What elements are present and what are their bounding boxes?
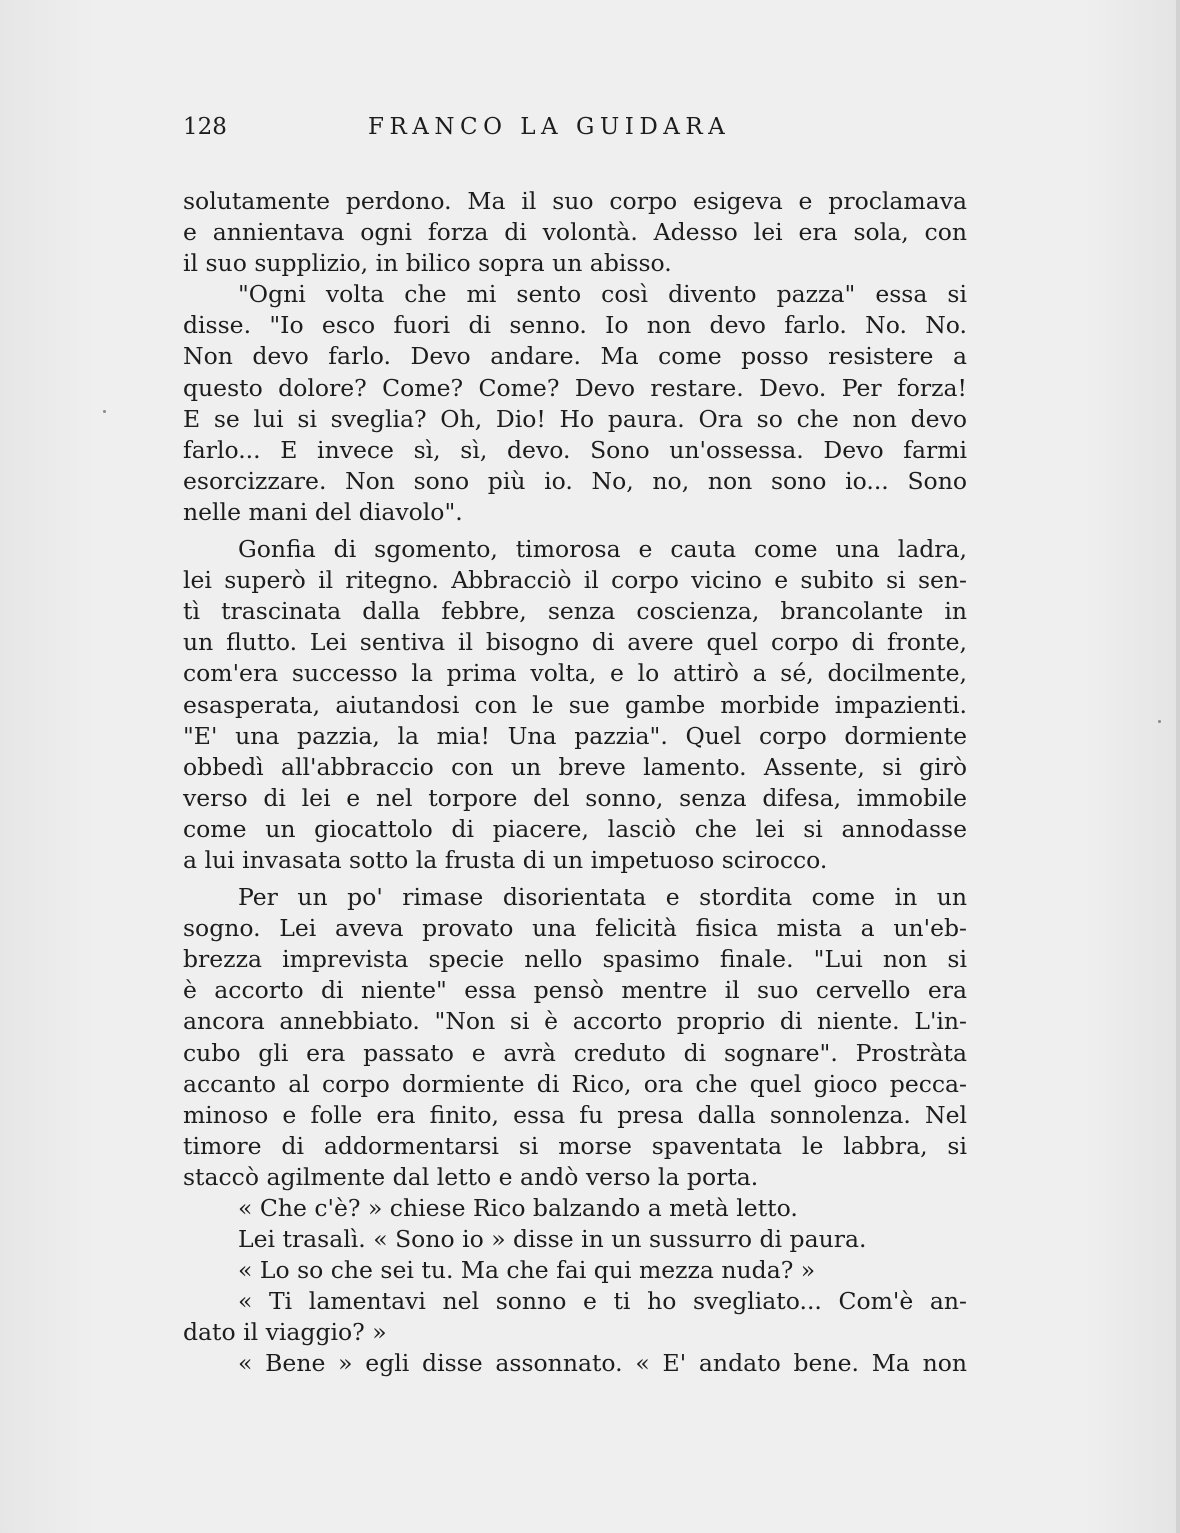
body-text xyxy=(183,186,967,1380)
paper-speck xyxy=(103,410,106,413)
text-line: Gonfia di sgomento, timorosa e cauta come una ladra, xyxy=(238,535,967,564)
paragraph xyxy=(183,1286,967,1348)
text-line: dato il viaggio? » xyxy=(183,1318,387,1347)
text-line: il suo supplizio, in bilico sopra un abisso. xyxy=(183,249,672,278)
paragraph xyxy=(183,186,967,279)
text-line: "Ogni volta che mi sento così divento pazza" essa si xyxy=(238,280,967,309)
paper-speck xyxy=(1158,720,1161,723)
text-line: questo dolore? Come? Come? Devo restare. Devo. Per forza! xyxy=(183,373,967,402)
text-line: nelle mani del diavolo". xyxy=(183,497,463,526)
text-line: minoso e folle era finito, essa fu presa dalla sonnolenza. Nel xyxy=(183,1100,967,1129)
text-line: « Bene » egli disse assonnato. « E' andato bene. Ma non xyxy=(238,1349,967,1378)
text-line: è accorto di niente" essa pensò mentre il suo cervello era xyxy=(183,976,967,1005)
text-line: sogno. Lei aveva provato una felicità fisica mista a un'eb- xyxy=(183,914,967,943)
text-line: solutamente perdono. Ma il suo corpo esigeva e proclamava xyxy=(183,187,967,215)
paragraph xyxy=(183,1348,967,1379)
paragraph xyxy=(183,279,967,528)
text-line: « Ti lamentavi nel sonno e ti ho svegliato... Com'è an- xyxy=(238,1287,967,1316)
text-line: Per un po' rimase disorientata e stordita come in un xyxy=(238,883,967,912)
text-line: obbedì all'abbraccio con un breve lamento. Assente, si girò xyxy=(183,752,967,781)
text-line: Lei trasalì. « Sono io » disse in un sussurro di paura. xyxy=(238,1225,867,1254)
text-line: lei superò il ritegno. Abbracciò il corpo vicino e subito si sen- xyxy=(183,566,967,595)
paragraph xyxy=(183,1255,967,1286)
text-line: Non devo farlo. Devo andare. Ma come posso resistere a xyxy=(183,342,967,371)
text-line: cubo gli era passato e avrà creduto di sognare". Prostràta xyxy=(183,1038,967,1067)
running-head xyxy=(183,114,783,144)
text-line: timore di addormentarsi si morse spaventata le labbra, si xyxy=(183,1131,967,1160)
text-line: « Che c'è? » chiese Rico balzando a metà letto. xyxy=(238,1194,798,1222)
text-line: staccò agilmente dal letto e andò verso la porta. xyxy=(183,1162,759,1191)
text-line: E se lui si sveglia? Oh, Dio! Ho paura. Ora so che non devo xyxy=(183,404,967,433)
text-line: disse. "Io esco fuori di senno. Io non devo farlo. No. No. xyxy=(183,311,967,340)
text-line: farlo... E invece sì, sì, devo. Sono un'ossessa. Devo farmi xyxy=(183,435,967,464)
text-line: "E' una pazzia, la mia! Una pazzia". Quel corpo dormiente xyxy=(183,721,967,750)
paragraph xyxy=(183,1224,967,1255)
text-line: un flutto. Lei sentiva il bisogno di avere quel corpo di fronte, xyxy=(183,628,967,657)
text-line: ancora annebbiato. "Non si è accorto proprio di niente. L'in- xyxy=(183,1007,967,1036)
text-line: a lui invasata sotto la frusta di un impetuoso scirocco. xyxy=(183,845,828,874)
text-line: esasperata, aiutandosi con le sue gambe morbide impazienti. xyxy=(183,690,967,719)
text-line: come un giocattolo di piacere, lasciò che lei si annodasse xyxy=(183,814,967,843)
text-line: com'era successo la prima volta, e lo attirò a sé, docilmente, xyxy=(183,659,967,688)
paragraph xyxy=(183,1193,967,1224)
paragraph xyxy=(183,882,967,1193)
text-line: e annientava ogni forza di volontà. Adesso lei era sola, con xyxy=(183,218,967,247)
text-line: tì trascinata dalla febbre, senza coscienza, brancolante in xyxy=(183,597,967,626)
text-line: accanto al corpo dormiente di Rico, ora che quel gioco pecca- xyxy=(183,1069,967,1098)
text-line: brezza imprevista specie nello spasimo finale. "Lui non si xyxy=(183,945,967,974)
page-number: 128 xyxy=(183,114,227,140)
page-edge xyxy=(1176,0,1180,1533)
text-line: esorcizzare. Non sono più io. No, no, non sono io... Sono xyxy=(183,466,967,495)
paragraph xyxy=(183,534,967,876)
text-line: verso di lei e nel torpore del sonno, senza difesa, immobile xyxy=(183,783,967,812)
book-title: FRANCO LA GUIDARA xyxy=(368,114,731,140)
text-line: « Lo so che sei tu. Ma che fai qui mezza nuda? » xyxy=(238,1256,816,1285)
